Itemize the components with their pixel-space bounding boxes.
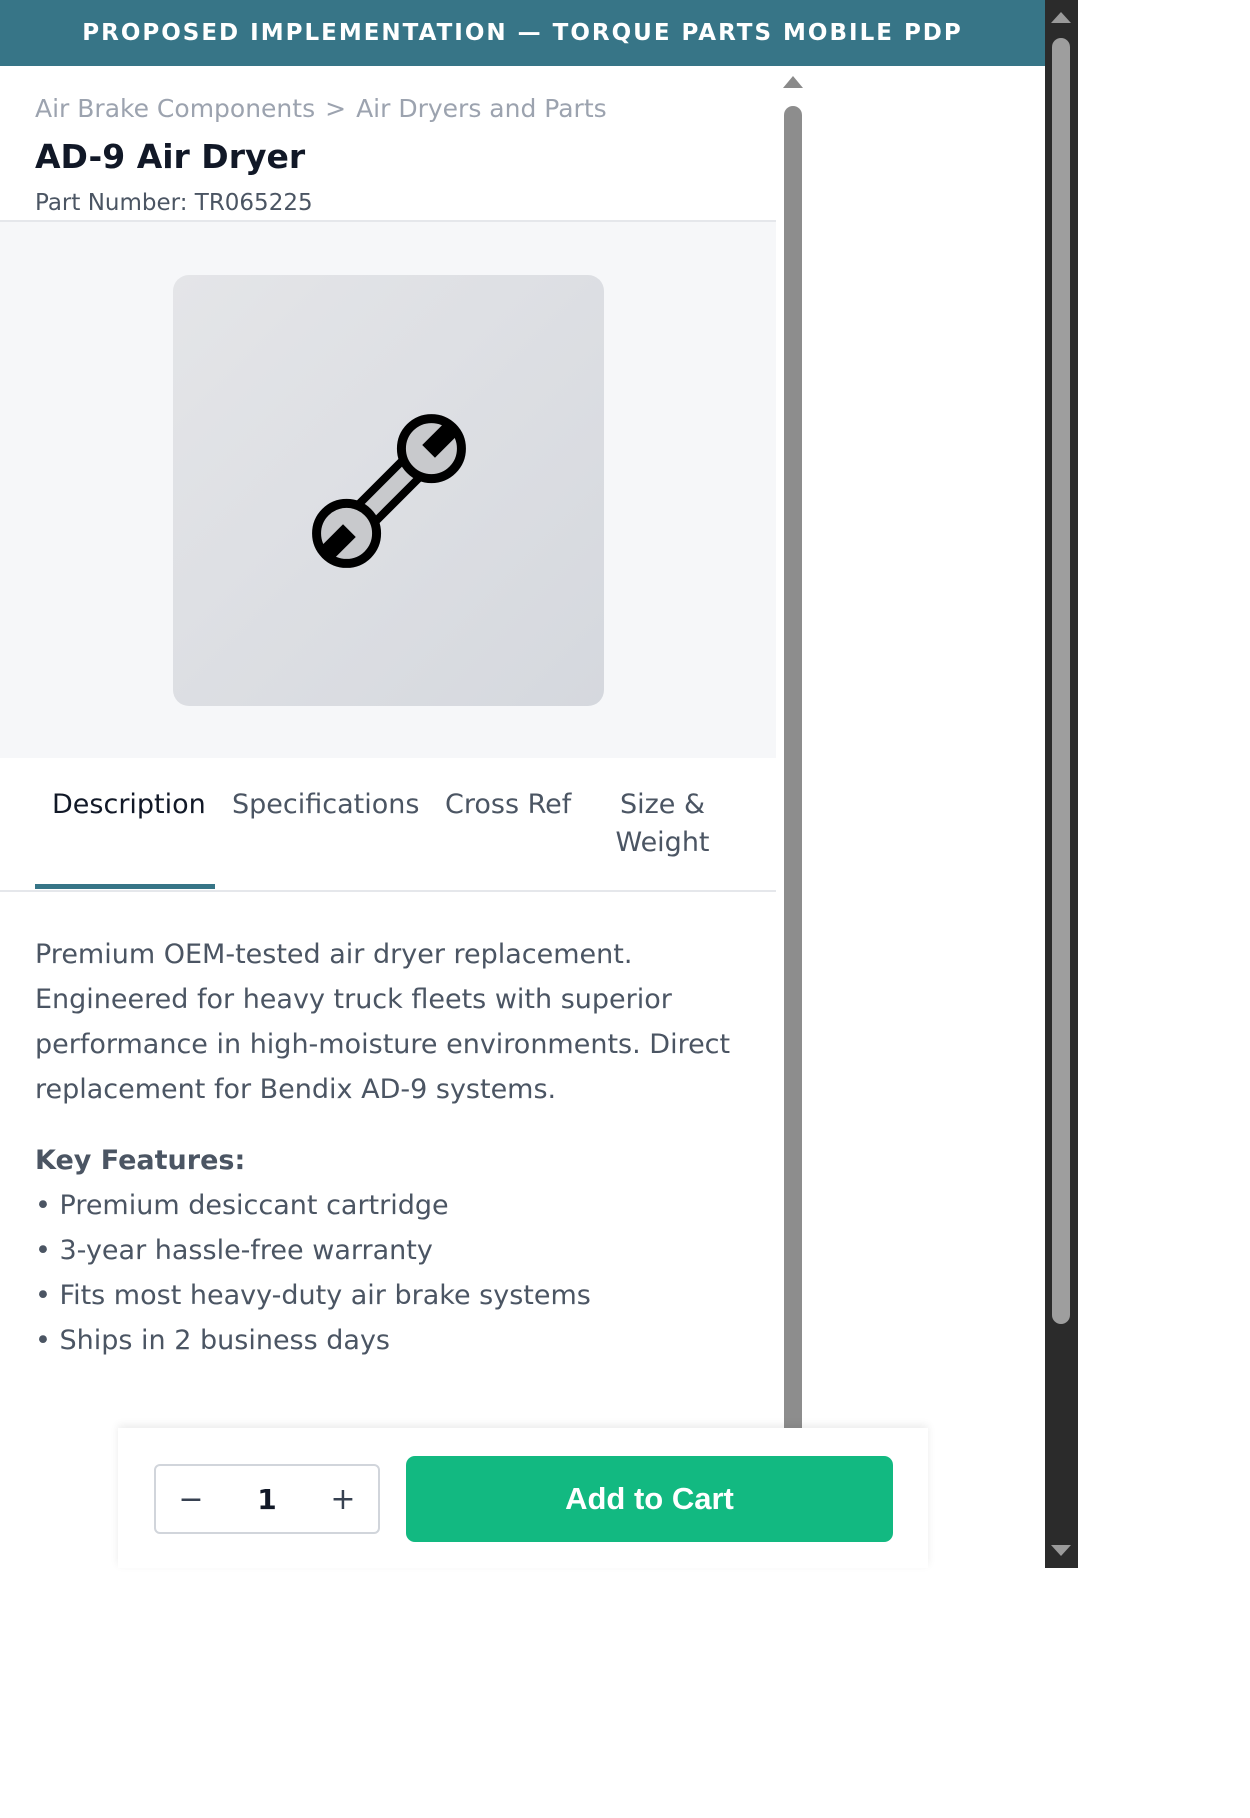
product-page bbox=[0, 66, 776, 1363]
tab-size-weight[interactable]: Size & Weight bbox=[615, 789, 710, 858]
scroll-up-arrow-icon[interactable] bbox=[783, 76, 803, 88]
tab-description[interactable]: Description bbox=[52, 789, 206, 820]
increment-button[interactable]: + bbox=[330, 1481, 356, 1517]
active-tab-indicator bbox=[35, 884, 215, 889]
breadcrumb-separator: > bbox=[325, 94, 347, 123]
scroll-up-arrow-icon[interactable] bbox=[1051, 12, 1071, 23]
quantity-value[interactable]: 1 bbox=[257, 1482, 277, 1516]
product-title: AD-9 Air Dryer bbox=[35, 137, 306, 176]
scrollbar-thumb[interactable] bbox=[1052, 38, 1070, 1324]
product-gallery bbox=[0, 222, 776, 758]
sticky-cart-bar bbox=[118, 1428, 928, 1568]
banner-title: PROPOSED IMPLEMENTATION — TORQUE PARTS MOBILE PDP bbox=[82, 20, 963, 46]
add-to-cart-button[interactable]: Add to Cart bbox=[406, 1456, 893, 1542]
scroll-down-arrow-icon[interactable] bbox=[1051, 1545, 1071, 1556]
product-header bbox=[0, 66, 776, 222]
decrement-button[interactable]: − bbox=[178, 1481, 204, 1517]
window-scrollbar[interactable] bbox=[1045, 0, 1078, 1568]
tab-cross-ref[interactable]: Cross Ref bbox=[445, 789, 572, 820]
list-item: • 3-year hassle-free warranty bbox=[35, 1235, 433, 1266]
product-image[interactable] bbox=[173, 275, 604, 706]
quantity-stepper bbox=[154, 1464, 380, 1534]
content-scrollbar[interactable] bbox=[782, 76, 804, 1428]
tab-specifications[interactable]: Specifications bbox=[232, 789, 420, 820]
list-item: • Premium desiccant cartridge bbox=[35, 1190, 449, 1221]
part-number: Part Number: TR065225 bbox=[35, 190, 313, 216]
list-item: • Ships in 2 business days bbox=[35, 1325, 390, 1356]
description-text: Premium OEM-tested air dryer replacement. Engineered for heavy truck fleets with superior performance in high-moisture environments. Direct replacement for Bendix AD-9 systems. bbox=[35, 939, 731, 1105]
features-title: Key Features: bbox=[35, 1145, 246, 1176]
wrench-icon bbox=[289, 391, 489, 591]
breadcrumb bbox=[35, 94, 741, 123]
breadcrumb-item-air-dryers[interactable]: Air Dryers and Parts bbox=[356, 94, 607, 123]
breadcrumb-item-air-brake-components[interactable]: Air Brake Components bbox=[35, 94, 316, 123]
top-banner bbox=[0, 0, 1045, 66]
description-panel bbox=[0, 892, 776, 1363]
list-item: • Fits most heavy-duty air brake systems bbox=[35, 1280, 591, 1311]
scrollbar-thumb[interactable] bbox=[784, 106, 802, 1428]
product-tabs bbox=[0, 758, 776, 892]
